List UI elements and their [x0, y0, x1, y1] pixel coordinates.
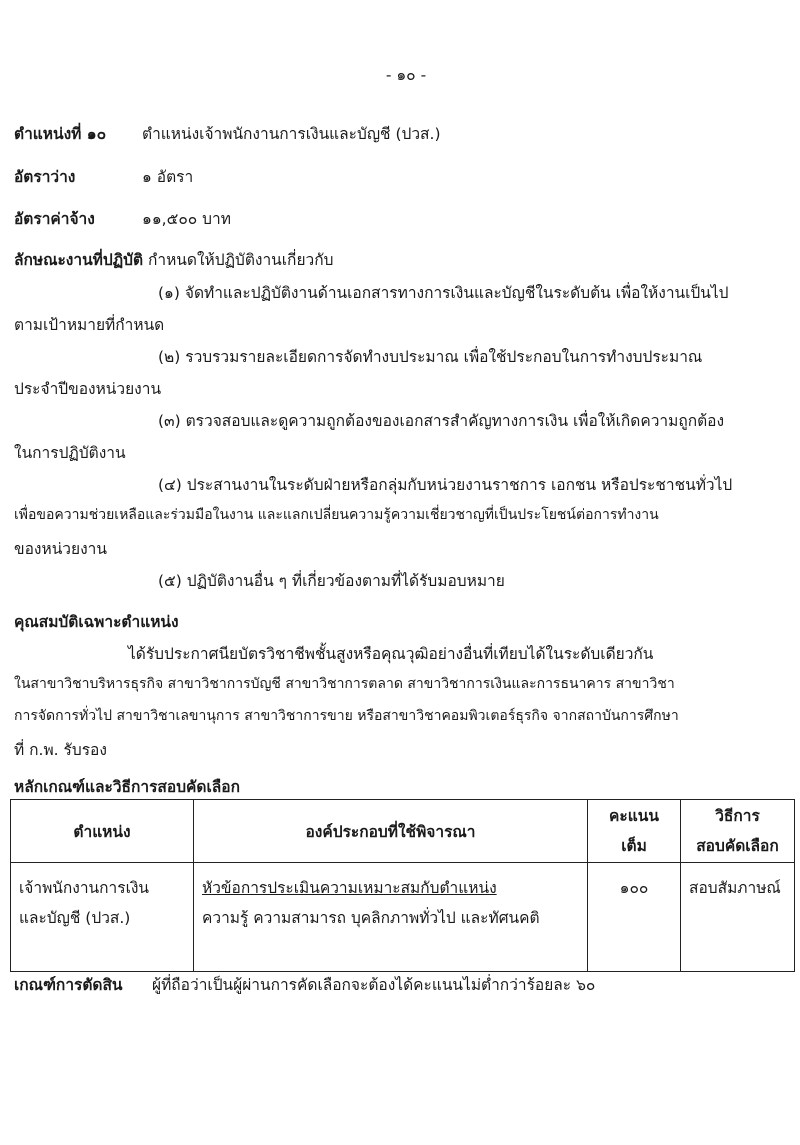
wage-value: ๑๑,๕๐๐ บาท [142, 210, 231, 228]
selection-heading: หลักเกณฑ์และวิธีการสอบคัดเลือก [14, 778, 240, 796]
qualification-line: ได้รับประกาศนียบัตรวิชาชีพชั้นสูงหรือคุณวุฒิอย่างอื่นที่เทียบได้ในระดับเดียวกัน [128, 645, 654, 663]
header-method-line1: วิธีการ [715, 807, 760, 825]
position-label: ตำแหน่งที่ ๑๐ [14, 125, 107, 143]
decision-value: ผู้ที่ถือว่าเป็นผู้ผ่านการคัดเลือกจะต้องได้คะแนนไม่ต่ำกว่าร้อยละ ๖๐ [152, 976, 596, 994]
header-score-line1: คะแนน [609, 807, 659, 825]
wage-label: อัตราค่าจ้าง [14, 210, 95, 228]
header-method-line2: สอบคัดเลือก [696, 837, 779, 855]
table-header-row [11, 800, 795, 863]
duties-heading-line [14, 247, 333, 272]
header-position: ตำแหน่ง [11, 800, 194, 863]
qualification-line: ในสาขาวิชาบริหารธุรกิจ สาขาวิชาการบัญชี สาขาวิชาการตลาด สาขาวิชาการเงินและการธนาคาร สาขาวิชา [14, 676, 675, 692]
duty-line: (๕) ปฏิบัติงานอื่น ๆ ที่เกี่ยวข้องตามที่ได้รับมอบหมาย [158, 572, 505, 590]
cell-score: ๑๐๐ [588, 863, 681, 972]
selection-table [10, 799, 795, 972]
duty-line: (๓) ตรวจสอบและดูความถูกต้องของเอกสารสำคัญทางการเงิน เพื่อให้เกิดความถูกต้อง [158, 412, 725, 430]
cell-position [11, 863, 194, 972]
qualifications-heading: คุณสมบัติเฉพาะตำแหน่ง [14, 613, 179, 631]
cell-position-line1: เจ้าพนักงานการเงิน [19, 879, 150, 897]
duty-line: ในการปฏิบัติงาน [14, 444, 126, 462]
header-score [588, 800, 681, 863]
header-method [681, 800, 795, 863]
duty-line: (๒) รวบรวมรายละเอียดการจัดทำงบประมาณ เพื่อใช้ประกอบในการทำงบประมาณ [158, 348, 703, 366]
table-row [11, 863, 795, 972]
cell-position-line2: และบัญชี (ปวส.) [19, 909, 131, 927]
qualification-line: ที่ ก.พ. รับรอง [14, 741, 107, 759]
duty-line: เพื่อขอความช่วยเหลือและร่วมมือในงาน และแลกเปลี่ยนความรู้ความเชี่ยวชาญที่เป็นประโยชน์ต่อการทำงาน [14, 507, 659, 523]
duty-line: ประจำปีของหน่วยงาน [14, 380, 162, 398]
duty-line: ของหน่วยงาน [14, 540, 107, 558]
duty-line: (๑) จัดทำและปฏิบัติงานด้านเอกสารทางการเงินและบัญชีในระดับต้น เพื่อให้งานเป็นไป [158, 284, 729, 302]
duty-line: ตามเป้าหมายที่กำหนด [14, 316, 165, 334]
decision-label: เกณฑ์การตัดสิน [14, 976, 123, 994]
page-number: - ๑๐ - [385, 66, 427, 84]
criteria-detail: ความรู้ ความสามารถ บุคลิกภาพทั่วไป และทัศนคติ [202, 909, 540, 927]
cell-method: สอบสัมภาษณ์ [681, 863, 795, 972]
duties-heading: ลักษณะงานที่ปฏิบัติ [14, 251, 144, 269]
duties-intro: กำหนดให้ปฏิบัติงานเกี่ยวกับ [147, 251, 334, 269]
duty-line: (๔) ประสานงานในระดับฝ่ายหรือกลุ่มกับหน่วยงานราชการ เอกชน หรือประชาชนทั่วไป [158, 476, 733, 494]
position-title: ตำแหน่งเจ้าพนักงานการเงินและบัญชี (ปวส.) [142, 125, 441, 143]
cell-criteria [194, 863, 588, 972]
header-score-line2: เต็ม [621, 837, 647, 855]
qualification-line: การจัดการทั่วไป สาขาวิชาเลขานุการ สาขาวิชาการขาย หรือสาขาวิชาคอมพิวเตอร์ธุรกิจ จากสถาบันการศึกษา [14, 708, 679, 724]
criteria-title: หัวข้อการประเมินความเหมาะสมกับตำแหน่ง [202, 879, 497, 897]
vacancy-label: อัตราว่าง [14, 168, 76, 186]
header-criteria: องค์ประกอบที่ใช้พิจารณา [194, 800, 588, 863]
vacancy-value: ๑ อัตรา [142, 168, 194, 186]
